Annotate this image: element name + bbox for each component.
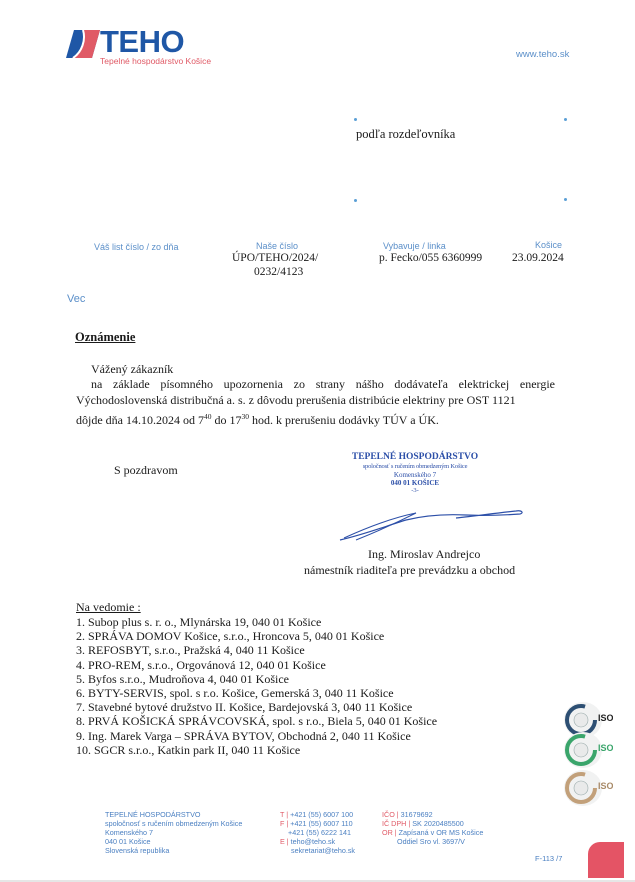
salutation: Vážený zákazník [91,362,174,376]
ico-value: 31679692 [400,810,433,819]
body-line-3 [76,409,439,429]
iso-certificate-icon [563,768,613,808]
iso-badge-3 [563,768,613,808]
fax-value-2: +421 (55) 6222 141 [288,828,351,837]
footer-country: Slovenská republika [105,846,170,855]
list-item: 2. SPRÁVA DOMOV Košice, s.r.o., Hroncova 5, 040 01 Košice [76,629,385,644]
phone-value: +421 (55) 6007 100 [290,810,354,819]
phone-key: T | [280,810,289,819]
handled-by-label: Vybavuje / linka [383,241,446,251]
stamp-line-4: 040 01 KOŠICE [390,479,440,487]
stamp-line-5: -3- [411,487,419,494]
handwritten-signature-icon [336,504,526,544]
teho-logo-mark-icon [66,30,100,58]
stamp-line-1: TEPELNÉ HOSPODÁRSTVO [351,452,479,462]
stamp-line-2: spoločnosť s ručením obmedzeným Košice [362,463,468,470]
list-item: 4. PRO-REM, s.r.o., Orgovánová 12, 040 01 Košice [76,657,326,672]
footer-company-name: TEPELNÉ HOSPODÁRSTVO [105,810,201,819]
window-marker-dot [354,118,357,121]
window-marker-dot [354,199,357,202]
list-item: 6. BYTY-SERVIS, spol. s r.o. Košice, Gemerská 3, 040 11 Košice [76,686,394,701]
fax-value: +421 (55) 6007 110 [290,819,353,828]
iso-label: ISO [598,743,613,753]
company-stamp [330,452,500,495]
iso-certificate-icon [563,730,613,770]
email-key: E | [280,837,289,846]
footer-registry [382,810,483,846]
logo-word: TEHO [100,24,185,59]
registry-section: Oddiel Sro vl. 3697/V [397,837,465,846]
footer-street: Komenského 7 [105,828,153,837]
email-link-2[interactable]: sekretariat@teho.sk [291,846,356,855]
your-letter-label: Váš list číslo / zo dňa [94,242,179,252]
registry-key: OR | [382,828,397,837]
distribution-heading: Na vedomie : [76,600,141,614]
footer-city: 040 01 Košice [105,837,151,846]
website-link[interactable]: www.teho.sk [516,49,570,60]
time-start-minutes: 40 [204,412,212,421]
our-number-line1: ÚPO/TEHO/2024/ [232,252,319,264]
list-item: 7. Stavebné bytové družstvo II. Košice, Bardejovská 3, 040 11 Košice [76,700,413,715]
handled-by-value: p. Fecko/055 6360999 [379,252,483,264]
place-label: Košice [535,240,563,250]
body-to-text: do 17 [211,413,242,427]
registry-value: Zapísaná v OR MS Košice [398,828,484,837]
footer-company [105,810,242,855]
list-item: 1. Subop plus s. r. o., Mlynárska 19, 040 01 Košice [76,615,322,629]
signatory-title: námestník riaditeľa pre prevádzku a obchod [304,563,516,577]
our-number-line2: 0232/4123 [254,266,304,278]
time-end-minutes: 30 [241,412,249,421]
our-number-label: Naše číslo [256,241,299,251]
stamp-line-3: Komenského 7 [393,471,437,479]
subject-heading: Oznámenie [75,330,136,344]
email-link[interactable]: teho@teho.sk [290,837,336,846]
closing: S pozdravom [114,463,178,477]
iso-label: ISO [598,781,613,791]
brand-corner-mark [588,842,624,878]
iso-badge-2 [563,730,613,770]
body-date-text: dôjde dňa 14.10.2024 od 7 [76,413,204,427]
fax-key: F | [280,819,289,828]
vat-key: IČ DPH | [382,819,411,828]
list-item: 10. SGCR s.r.o., Katkin park II, 040 11 Košice [76,742,301,757]
body-line-2: Východoslovenská distribučná a. s. z dôvodu prerušenia distribúcie elektriny pre OST 1121 [76,393,516,407]
list-item: 5. Byfos s.r.o., Mudroňova 4, 040 01 Košice [76,671,289,686]
form-code: F-113 /7 [535,854,563,863]
window-marker-dot [564,118,567,121]
body-line-1: na základe písomného upozornenia zo strany nášho dodávateľa elektrickej energie [91,377,555,391]
logo-subtitle: Tepelné hospodárstvo Košice [100,56,212,66]
list-item: 9. Ing. Marek Varga – SPRÁVA BYTOV, Obchodná 2, 040 11 Košice [76,728,411,743]
vat-value: SK 2020485500 [412,819,464,828]
iso-label: ISO [598,713,613,723]
recipient: podľa rozdeľovníka [356,127,456,141]
footer-contacts [280,810,355,855]
signatory-name: Ing. Miroslav Andrejco [368,547,481,561]
date-value: 23.09.2024 [512,252,564,264]
list-item: 8. PRVÁ KOŠICKÁ SPRÁVCOVSKÁ, spol. s r.o., Biela 5, 040 01 Košice [76,714,438,729]
window-marker-dot [564,198,567,201]
teho-logo [66,24,216,70]
footer-company-type: spoločnosť s ručením obmedzeným Košice [105,819,243,828]
ico-key: IČO | [382,810,399,819]
list-item: 3. REFOSBYT, s.r.o., Pražská 4, 040 11 Košice [76,643,305,658]
distribution-list [76,615,437,757]
subject-label: Vec [67,293,86,305]
body-end-text: hod. k prerušeniu dodávky TÚV a ÚK. [249,413,439,427]
